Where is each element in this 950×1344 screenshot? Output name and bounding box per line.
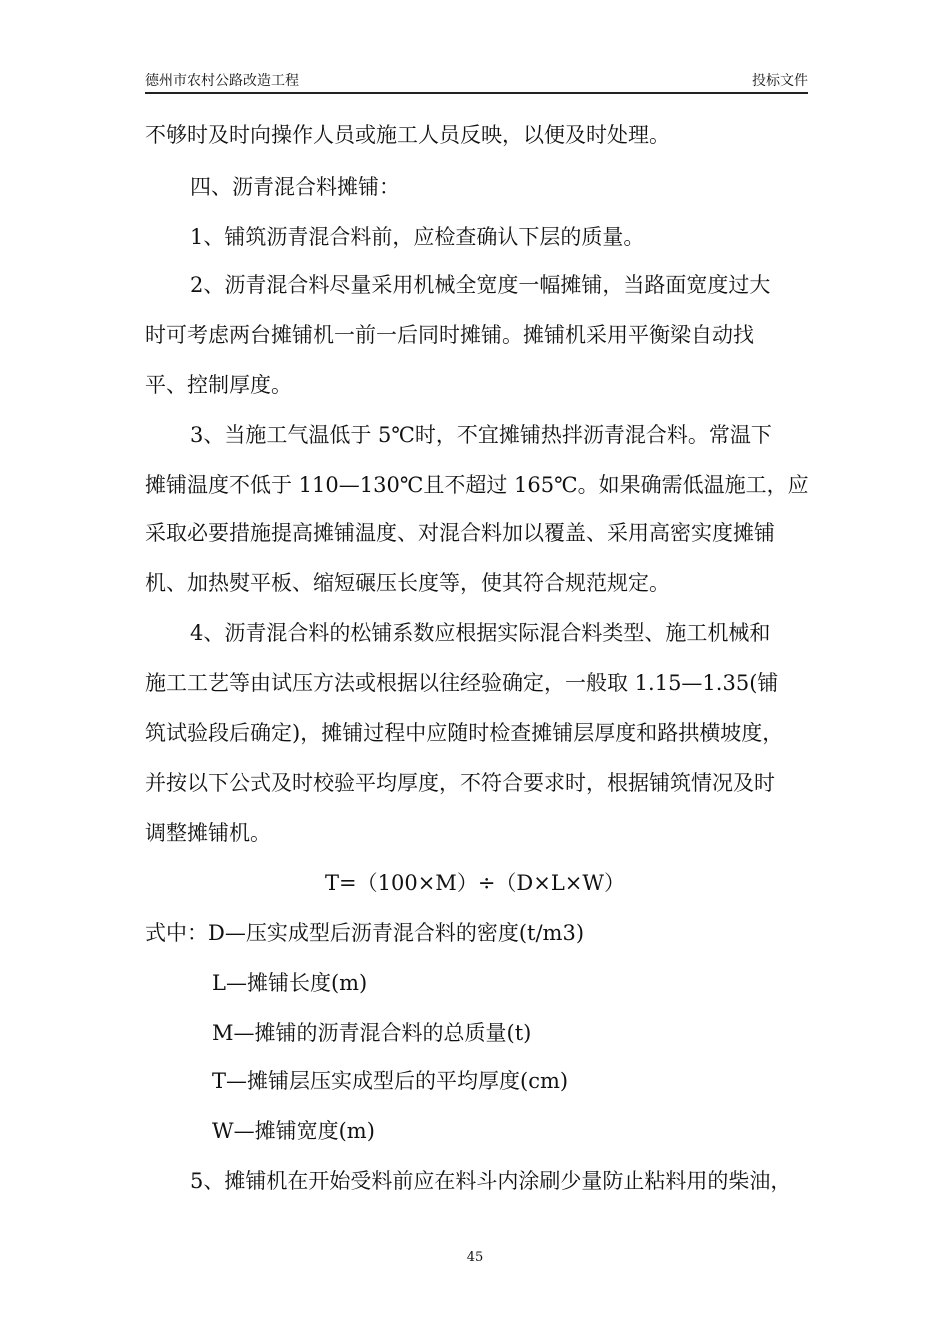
text-line: 1、铺筑沥青混合料前，应检查确认下层的质量。 (190, 225, 645, 249)
text-line: 5、摊铺机在开始受料前应在料斗内涂刷少量防止粘料用的柴油， (190, 1169, 792, 1193)
text-line: 2、沥青混合料尽量采用机械全宽度一幅摊铺，当路面宽度过大 (190, 273, 771, 297)
formula-legend-line: L—摊铺长度(m) (212, 971, 368, 995)
formula-legend-line: M—摊铺的沥青混合料的总质量(t) (212, 1021, 532, 1045)
text-line: 施工工艺等由试压方法或根据以往经验确定，一般取 1.15—1.35(铺 (145, 671, 779, 695)
formula-legend-line: T—摊铺层压实成型后的平均厚度(cm) (212, 1069, 569, 1093)
text-line: 3、当施工气温低于 5℃时，不宜摊铺热拌沥青混合料。常温下 (190, 423, 772, 447)
page-header (145, 68, 808, 94)
section-heading: 四、沥青混合料摊铺： (190, 175, 400, 199)
formula-legend-line: 式中：D—压实成型后沥青混合料的密度(t/m3) (145, 921, 585, 945)
text-line: 摊铺温度不低于 110—130℃且不超过 165℃。如果确需低温施工，应 (145, 473, 809, 497)
text-line: 并按以下公式及时校验平均厚度，不符合要求时，根据铺筑情况及时 (145, 771, 775, 795)
formula: T=（100×M）÷（D×L×W） (325, 871, 625, 895)
text-line: 调整摊铺机。 (145, 821, 271, 845)
text-line: 时可考虑两台摊铺机一前一后同时摊铺。摊铺机采用平衡梁自动找 (145, 323, 754, 347)
text-line: 4、沥青混合料的松铺系数应根据实际混合料类型、施工机械和 (190, 621, 771, 645)
text-line: 采取必要措施提高摊铺温度、对混合料加以覆盖、采用高密实度摊铺 (145, 521, 775, 545)
header-project-title: 德州市农村公路改造工程 (145, 73, 299, 89)
text-line: 平、控制厚度。 (145, 373, 292, 397)
text-line: 机、加热熨平板、缩短碾压长度等，使其符合规范规定。 (145, 571, 670, 595)
formula-legend-line: W—摊铺宽度(m) (212, 1119, 375, 1143)
text-line: 不够时及时向操作人员或施工人员反映，以便及时处理。 (145, 123, 670, 147)
header-document-type: 投标文件 (752, 73, 808, 89)
text-line: 筑试验段后确定)，摊铺过程中应随时检查摊铺层厚度和路拱横坡度， (145, 721, 784, 745)
page-number: 45 (466, 1250, 484, 1265)
